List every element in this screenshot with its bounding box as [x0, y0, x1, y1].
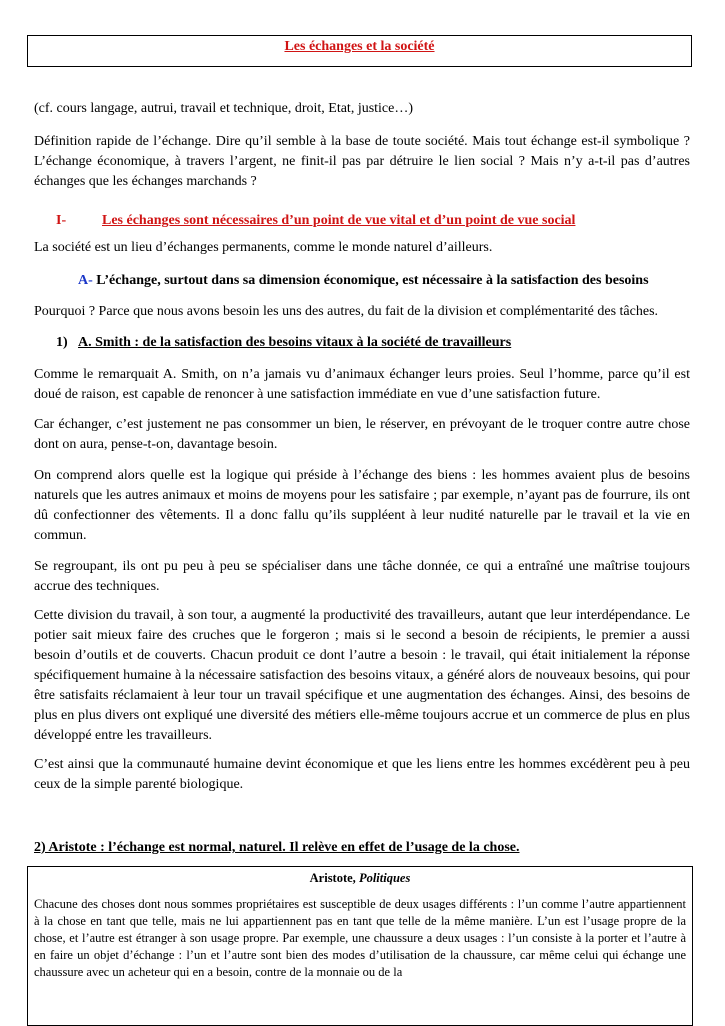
section-a-letter: A-: [78, 273, 93, 288]
part-one-title: Les échanges sont nécessaires d’un point de vue vital et d’un point de vue social: [102, 213, 576, 228]
subsection-one-heading: [56, 333, 696, 353]
pourquoi-paragraph: Pourquoi ? Parce que nous avons besoin les uns des autres, du fait de la division et complémentarité des tâches.: [34, 304, 659, 319]
intro-paragraph: Définition rapide de l’échange. Dire qu’il semble à la base de toute société. Mais tout échange est-il symbolique ? L’échange économique, à travers l’argent, ne finit-il pas par détruire le lien social ? Mais n’y a-t-il pas d’autres échanges que les échanges marchands ?: [34, 134, 690, 189]
page-title: Les échanges et la société: [284, 39, 435, 54]
society-paragraph: La société est un lieu d’échanges permanents, comme le monde naturel d’ailleurs.: [34, 240, 493, 255]
quote-author: Aristote,: [309, 871, 356, 885]
smith-paragraph-1: Comme le remarquait A. Smith, on n’a jamais vu d’animaux échanger leurs proies. Seul l’homme, parce qu’il est doué de raison, est capable de renoncer à une satisfaction immédiate en vue d’une satisfaction future.: [34, 367, 690, 402]
part-one-heading: [56, 211, 696, 231]
quote-box: [27, 866, 693, 1026]
smith-paragraph-6: C’est ainsi que la communauté humaine devint économique et que les liens entre les hommes excédèrent peu à peu ceux de la simple parenté biologique.: [34, 757, 690, 792]
quote-text: Chacune des choses dont nous sommes propriétaires est susceptible de deux usages différents : l’un comme l’autre appartiennent à la chose en tant que telle, mais ne lui appartiennent pas en tant que telle de la même manière. L’un est l’usage propre de la chose, et l’autre est étranger à son usage propre. Par exemple, une chaussure a deux usages : l’un consiste à la porter et l’autre à en faire un objet d’échange : l’un et l’autre sont bien des modes d’utilisation de la chaussure, car même celui qui échange une chaussure avec un acheteur qui en a besoin, contre de la monnaie ou de la: [34, 897, 686, 979]
smith-paragraph-2: Car échanger, c’est justement ne pas consommer un bien, le réserver, en prévoyant de le troquer contre autre chose dont on aura, pense-t-on, davantage besoin.: [34, 417, 690, 452]
quote-attribution: [28, 870, 692, 886]
subsection-two-heading: 2) Aristote : l’échange est normal, naturel. Il relève en effet de l’usage de la chose.: [34, 840, 520, 855]
subsection-one-title: A. Smith : de la satisfaction des besoins vitaux à la société de travailleurs: [78, 335, 512, 350]
subsection-one-number: 1): [56, 335, 68, 350]
smith-paragraph-5: Cette division du travail, à son tour, a augmenté la productivité des travailleurs, autant que leur interdépendance. Le potier sait mieux faire des cruches que le forgeron ; mais si le second a besoin de récipients, le premier a aussi besoin d’outils et de couverts. Chacun produit ce dont l’autre a besoin : le travail, qui était initialement la réponse spécifiquement humaine à la nécessaire satisfaction des besoins vitaux, a généré alors de nouveaux besoins, qui pour être satisfaits réclamaient à leur tour un travail spécifique et une augmentation des échanges. Ainsi, des besoins de plus en plus divers ont expliqué une diversité des métiers elle-même toujours accrue et un commerce de plus en plus développé entre les travailleurs.: [34, 608, 690, 743]
references-paragraph: (cf. cours langage, autrui, travail et technique, droit, Etat, justice…): [34, 101, 414, 116]
part-one-number: I-: [56, 213, 67, 228]
section-a-title: L’échange, surtout dans sa dimension économique, est nécessaire à la satisfaction des besoins: [96, 273, 649, 288]
smith-paragraph-4: Se regroupant, ils ont pu peu à peu se spécialiser dans une tâche donnée, ce qui a entraîné une maîtrise toujours accrue des techniques.: [34, 559, 690, 594]
title-box: [27, 35, 692, 67]
smith-paragraph-3: On comprend alors quelle est la logique qui préside à l’échange des biens : les hommes avaient plus de besoins naturels que les autres animaux et moins de moyens pour les satisfaire ; par exemple, n’ayant pas de fourrure, ils ont dû confectionner des vêtements. Il a donc fallu qu’ils suppléent à leur nudité naturelle par le travail et la vie en commun.: [34, 468, 690, 543]
quote-work: Politiques: [358, 871, 411, 885]
section-a-heading: [78, 271, 698, 291]
